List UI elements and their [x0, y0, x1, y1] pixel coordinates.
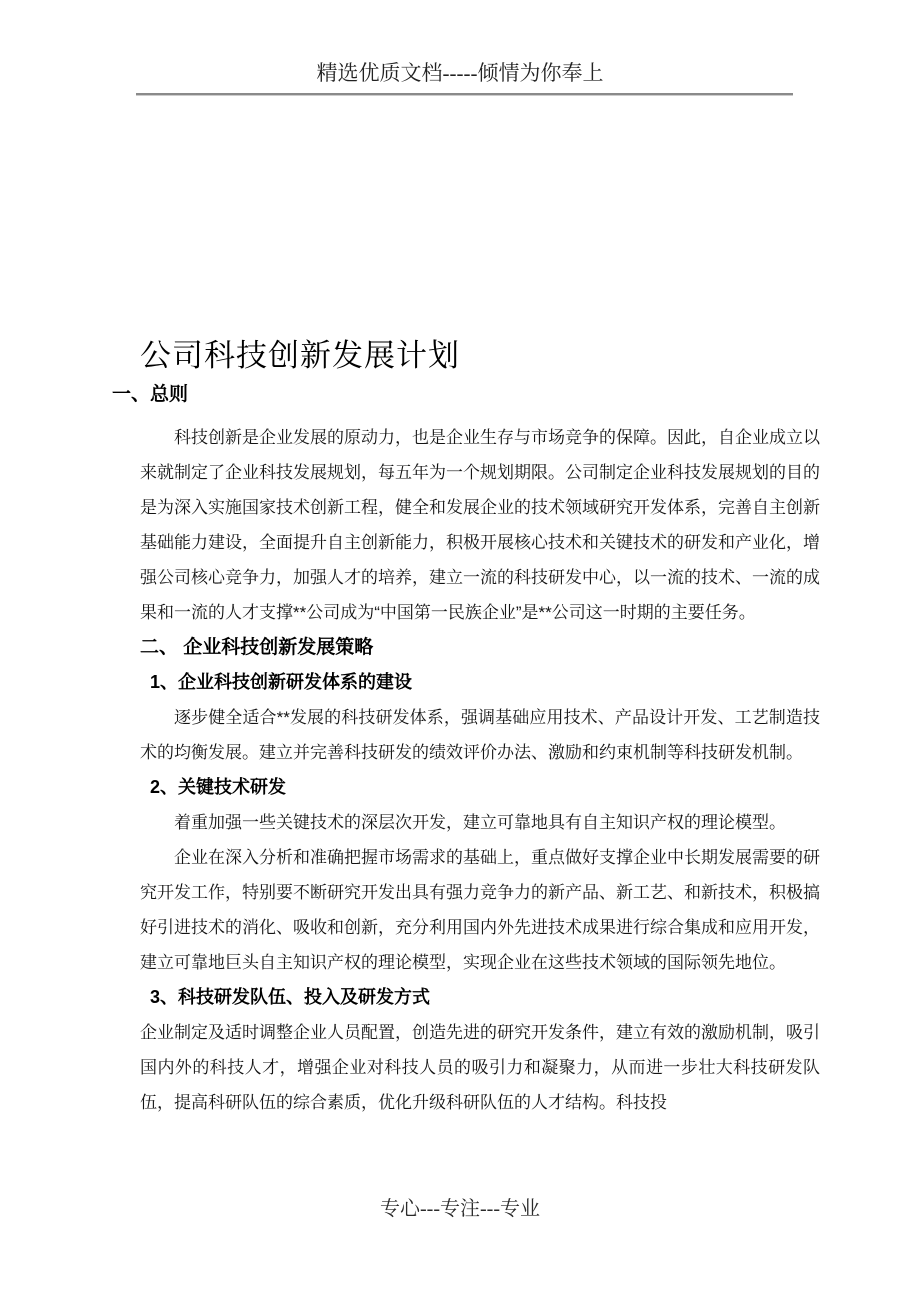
section-heading-general-rules: 一、总则 — [112, 384, 189, 405]
page-header-text: 精选优质文档-----倾情为你奉上 — [316, 61, 604, 85]
paragraph-rd-team: 企业制定及适时调整企业人员配置，创造先进的研究开发条件，建立有效的激励机制，吸引国内外的科技人才，增强企业对科技人员的吸引力和凝聚力，从而进一步壮大科技研发队伍，提高科研队伍的综合素质，优化升级科研队伍的人才结构。科技投 — [140, 1023, 820, 1112]
paragraph-key-technology-1: 着重加强一些关键技术的深层次开发，建立可靠地具有自主知识产权的理论模型。 — [174, 813, 786, 832]
subheading-key-technology-rd: 2、关键技术研发 — [150, 777, 287, 797]
subheading-rd-system-construction: 1、企业科技创新研发体系的建设 — [150, 672, 413, 692]
header-divider-line — [136, 93, 793, 96]
paragraph-rd-system: 逐步健全适合**发展的科技研发体系，强调基础应用技术、产品设计开发、工艺制造技术的均衡发展。建立并完善科技研发的绩效评价办法、激励和约束机制等科技研发机制。 — [140, 708, 820, 762]
paragraph-overview: 科技创新是企业发展的原动力，也是企业生存与市场竞争的保障。因此，自企业成立以来就制定了企业科技发展规划，每五年为一个规划期限。公司制定企业科技发展规划的目的是为深入实施国家技术创新工程，健全和发展企业的技术领域研究开发体系，完善自主创新基础能力建设，全面提升自主创新能力，积极开展核心技术和关键技术的研发和产业化，增强公司核心竞争力，加强人才的培养，建立一流的科技研发中心，以一流的技术、一流的成果和一流的人才支撑**公司成为“中国第一民族企业”是**公司这一时期的主要任务。 — [140, 428, 820, 622]
subheading-rd-team-investment: 3、科技研发队伍、投入及研发方式 — [150, 987, 431, 1007]
document-title: 公司科技创新发展计划 — [140, 338, 460, 373]
section-heading-innovation-strategy: 二、 企业科技创新发展策略 — [140, 637, 374, 658]
page-footer-text: 专心---专注---专业 — [380, 1198, 540, 1220]
document-body — [140, 420, 820, 1120]
paragraph-key-technology-2: 企业在深入分析和准确把握市场需求的基础上，重点做好支撑企业中长期发展需要的研究开发工作，特别要不断研究开发出具有强力竞争力的新产品、新工艺、和新技术，积极搞好引进技术的消化、吸收和创新，充分利用国内外先进技术成果进行综合集成和应用开发，建立可靠地巨头自主知识产权的理论模型，实现企业在这些技术领域的国际领先地位。 — [140, 848, 820, 972]
